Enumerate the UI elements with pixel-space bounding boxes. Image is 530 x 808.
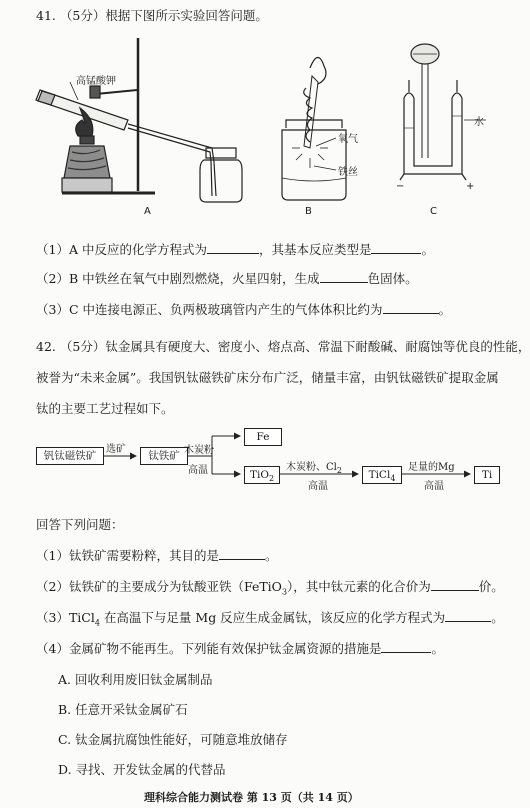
answer-blank[interactable]	[371, 241, 421, 254]
q41-score: （5分）	[59, 8, 106, 23]
flow-box-ilmenite: 钛铁矿	[140, 447, 188, 465]
q42-stem-line1: 42. （5分）钛金属具有硬度大、密度小、熔点高、常温下耐酸碱、耐腐蚀等优良的性能，	[36, 339, 530, 354]
label-minus: −	[396, 181, 405, 192]
flow-arrow1-label: 选矿	[106, 444, 126, 455]
label-apparatus-a: A	[144, 206, 151, 217]
flow-box-ticl4: TiCl$_4$	[362, 466, 402, 484]
q42-answer-intro: 回答下列问题：	[36, 517, 124, 532]
flow-arrow2-bottom-label: 高温	[188, 465, 208, 476]
q41-sub3: （3）C 中连接电源正、负两极玻璃管内产生的气体体积比约为 。	[36, 302, 452, 317]
page-footer: 理科综合能力测试卷 第 13 页（共 14 页）	[144, 791, 359, 804]
apparatus-a	[36, 38, 242, 202]
flow-box-tio2: TiO$_2$	[244, 466, 280, 484]
q42-stem-line2: 被誉为“未来金属”。我国钒钛磁铁矿床分布广泛，储量丰富，由钒钛磁铁矿提取金属	[36, 370, 499, 385]
answer-blank[interactable]	[383, 301, 439, 314]
label-oxygen: 氧气	[338, 134, 358, 145]
flow-arrow3-top-label: 木炭粉、$Cl_2$	[286, 462, 342, 475]
apparatus-c	[400, 44, 486, 180]
q42-sub3: （3）TiCl$_4$ 在高温下与足量 Mg 反应生成金属钛，该反应的化学方程式为 。	[36, 610, 504, 628]
q42-option-b[interactable]: B. 任意开采钛金属矿石	[58, 702, 188, 717]
label-potassium-permanganate: 高锰酸钾	[76, 76, 116, 87]
label-apparatus-c: C	[430, 206, 437, 217]
flow-box-ti: Ti	[474, 466, 500, 484]
flow-arrow4-top-label: 足量的Mg	[408, 462, 455, 473]
answer-blank[interactable]	[431, 578, 479, 591]
flow-box-vanadium-titanium-magnetite: 钒钛磁铁矿	[36, 447, 104, 465]
q41-sub1: （1）A 中反应的化学方程式为 ，其基本反应类型是 。	[36, 242, 434, 257]
q42-option-d[interactable]: D. 寻找、开发钛金属的代替品	[58, 762, 226, 777]
flow-arrow3-bottom-label: 高温	[308, 481, 328, 492]
q41-sub2: （2）B 中铁丝在氧气中剧烈燃烧，火星四射，生成 色固体。	[36, 271, 418, 286]
label-apparatus-b: B	[305, 206, 312, 217]
answer-blank[interactable]	[207, 241, 259, 254]
label-plus: +	[466, 181, 475, 192]
answer-blank[interactable]	[320, 270, 368, 283]
label-iron-wire: 铁丝	[338, 167, 358, 178]
answer-blank[interactable]	[219, 547, 265, 560]
q42-option-a[interactable]: A. 回收利用废旧钛金属制品	[58, 672, 213, 687]
flow-box-fe: Fe	[244, 428, 282, 446]
q42-option-c[interactable]: C. 钛金属抗腐蚀性能好，可随意堆放储存	[58, 732, 288, 747]
q42-stem-line3: 钛的主要工艺过程如下。	[36, 401, 174, 416]
q42-sub2: （2）钛铁矿的主要成分为钛酸亚铁（FeTiO$_3$），其中钛元素的化合价为 价。	[36, 579, 504, 597]
q42-sub1: （1）钛铁矿需要粉粹，其目的是 。	[36, 548, 278, 563]
flow-arrow4-bottom-label: 高温	[424, 481, 444, 492]
flow-arrow2-top-label: 木炭粉	[184, 445, 214, 456]
q42-sub4: （4）金属矿物不能再生。下列能有效保护钛金属资源的措施是 。	[36, 641, 444, 656]
q41-number: 41.	[36, 8, 56, 23]
q41-apparatus-diagram	[0, 28, 530, 253]
q41-stem: 根据下图所示实验回答问题。	[105, 8, 268, 23]
answer-blank[interactable]	[381, 640, 431, 653]
label-water: 水	[474, 117, 484, 128]
answer-blank[interactable]	[445, 609, 491, 622]
apparatus-b	[282, 57, 346, 200]
q41-header	[36, 6, 268, 24]
